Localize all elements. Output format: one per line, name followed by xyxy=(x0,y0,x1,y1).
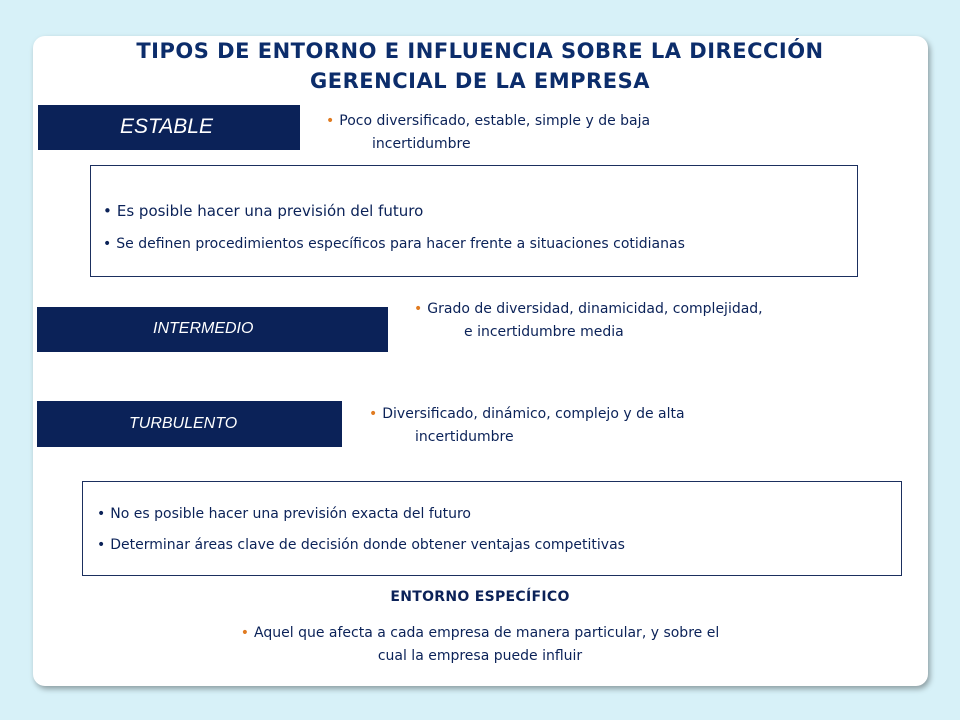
entorno-especifico-description xyxy=(200,622,760,668)
estable-desc-line-2: incertidumbre xyxy=(372,136,471,152)
especifico-desc-line-1: Aquel que afecta a cada empresa de manera particular, y sobre el xyxy=(254,625,720,641)
bullet-icon: • xyxy=(414,301,423,317)
bullet-icon: • xyxy=(97,537,106,553)
intermedio-desc-line-2: e incertidumbre media xyxy=(464,324,624,340)
bullet-icon: • xyxy=(97,506,106,522)
especifico-desc-line-2: cual la empresa puede influir xyxy=(377,648,583,664)
turbulento-desc-line-1: Diversificado, dinámico, complejo y de alta xyxy=(382,406,685,422)
estable-detail-item-2: • Se definen procedimientos específicos para hacer frente a situaciones cotidianas xyxy=(103,236,685,252)
entorno-especifico-heading: ENTORNO ESPECÍFICO xyxy=(390,589,570,605)
turbulento-desc-line-2: incertidumbre xyxy=(415,429,514,445)
estable-desc-line-1: Poco diversificado, estable, simple y de baja xyxy=(339,113,651,129)
estable-label-box xyxy=(38,105,300,150)
bullet-icon: • xyxy=(326,113,335,129)
bullet-icon: • xyxy=(103,236,112,252)
turbulento-label-box xyxy=(37,401,342,447)
turbulento-detail-item-2: • Determinar áreas clave de decisión donde obtener ventajas competitivas xyxy=(97,537,625,553)
intermedio-description xyxy=(414,298,844,344)
bullet-icon: • xyxy=(103,202,112,220)
title-line-2: GERENCIAL DE LA EMPRESA xyxy=(310,69,650,93)
estable-detail-box xyxy=(90,165,858,277)
turbulento-detail-item-1: • No es posible hacer una previsión exacta del futuro xyxy=(97,506,471,522)
estable-label: ESTABLE xyxy=(120,115,213,138)
turbulento-label: TURBULENTO xyxy=(129,415,238,432)
bullet-icon: • xyxy=(240,625,250,641)
intermedio-label: INTERMEDIO xyxy=(153,320,254,337)
bullet-icon: • xyxy=(369,406,378,422)
estable-detail-item-1: • Es posible hacer una previsión del futuro xyxy=(103,202,424,220)
turbulento-detail-box xyxy=(82,481,902,576)
estable-description xyxy=(326,110,746,156)
turbulento-description xyxy=(369,403,789,449)
slide-title xyxy=(60,36,900,96)
intermedio-desc-line-1: Grado de diversidad, dinamicidad, complejidad, xyxy=(427,301,763,317)
title-line-1: TIPOS DE ENTORNO E INFLUENCIA SOBRE LA DIRECCIÓN xyxy=(136,39,824,63)
intermedio-label-box xyxy=(37,307,388,352)
